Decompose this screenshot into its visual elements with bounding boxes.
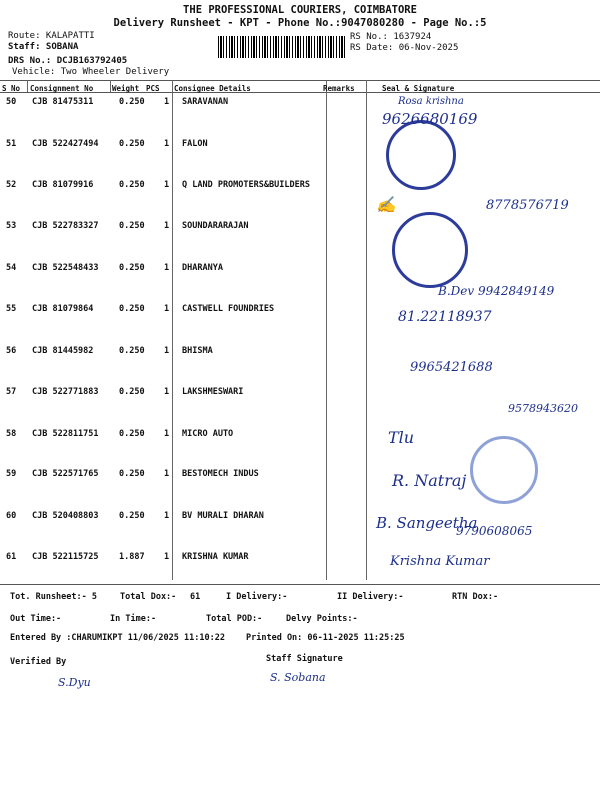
- rs-number: RS No.: 1637924: [350, 32, 432, 42]
- company-seal-stamp: [386, 120, 456, 190]
- row-consignment: CJB 81445982: [32, 346, 94, 356]
- row-consignee: LAKSHMESWARI: [182, 387, 244, 397]
- row-consignee: FALON: [182, 139, 208, 149]
- col-header-remarks: Remarks: [323, 84, 355, 93]
- row-consignment: CJB 522115725: [32, 552, 99, 562]
- row-consignee: BV MURALI DHARAN: [182, 511, 264, 521]
- row-weight: 0.250: [119, 346, 145, 356]
- row-pcs: 1: [164, 139, 170, 149]
- table-bottom-border: [0, 584, 600, 585]
- phone-handwriting: 8778576719: [486, 198, 569, 213]
- row-pcs: 1: [164, 263, 170, 273]
- col-header-consignment: Consignment No: [30, 84, 94, 93]
- signature-handwriting: Tlu: [388, 428, 415, 447]
- row-consignment: CJB 81079864: [32, 304, 94, 314]
- row-sno: 54: [6, 263, 17, 273]
- row-sno: 58: [6, 429, 17, 439]
- row-consignment: CJB 522811751: [32, 429, 99, 439]
- row-weight: 0.250: [119, 180, 145, 190]
- row-consignment: CJB 522771883: [32, 387, 99, 397]
- printed-on: Printed On: 06-11-2025 11:25:25: [246, 633, 405, 643]
- row-consignee: BHISMA: [182, 346, 213, 356]
- row-consignee: SARAVANAN: [182, 97, 229, 107]
- total-pod: Total POD:-: [206, 614, 263, 624]
- phone-handwriting: 9626680169: [382, 110, 478, 128]
- row-weight: 1.887: [119, 552, 145, 562]
- row-consignee: Q LAND PROMOTERS&BUILDERS: [182, 180, 310, 190]
- row-pcs: 1: [164, 221, 170, 231]
- barcode-image: [218, 36, 346, 58]
- row-consignee: KRISHNA KUMAR: [182, 552, 249, 562]
- runsheet-subtitle: Delivery Runsheet - KPT - Phone No.:9047080280 - Page No.:5: [113, 17, 487, 29]
- col-divider: [326, 80, 327, 580]
- runsheet-title: THE PROFESSIONAL COURIERS, COIMBATORE: [183, 4, 417, 16]
- row-sno: 53: [6, 221, 17, 231]
- row-pcs: 1: [164, 552, 170, 562]
- company-seal-stamp: [470, 436, 538, 504]
- row-pcs: 1: [164, 97, 170, 107]
- row-pcs: 1: [164, 511, 170, 521]
- row-weight: 0.250: [119, 97, 145, 107]
- row-pcs: 1: [164, 429, 170, 439]
- row-consignment: CJB 81079916: [32, 180, 94, 190]
- col-divider: [110, 80, 111, 92]
- col-divider: [27, 80, 28, 92]
- col-divider: [366, 80, 367, 580]
- signature-handwriting: R. Natraj: [392, 471, 467, 490]
- row-consignment: CJB 522548433: [32, 263, 99, 273]
- rs-date: RS Date: 06-Nov-2025: [350, 43, 459, 53]
- row-weight: 0.250: [119, 429, 145, 439]
- row-weight: 0.250: [119, 139, 145, 149]
- staff-signature-label: Staff Signature: [266, 654, 343, 664]
- drs-number: DRS No.: DCJB163792405: [8, 56, 128, 66]
- row-consignee: SOUNDARARAJAN: [182, 221, 249, 231]
- phone-handwriting: 9578943620: [508, 402, 578, 415]
- out-time: Out Time:-: [10, 614, 62, 624]
- tot-runsheet: Tot. Runsheet:- 5: [10, 592, 97, 602]
- staff-signature: S. Sobana: [270, 671, 326, 684]
- row-weight: 0.250: [119, 469, 145, 479]
- vehicle-label: Vehicle: Two Wheeler Delivery: [12, 67, 170, 77]
- row-weight: 0.250: [119, 263, 145, 273]
- row-weight: 0.250: [119, 304, 145, 314]
- signature-handwriting: B.Dev 9942849149: [438, 284, 555, 298]
- row-consignment: CJB 520408803: [32, 511, 99, 521]
- row-sno: 61: [6, 552, 17, 562]
- delvy-points: Delvy Points:-: [286, 614, 358, 624]
- total-dox-label: Total Dox:-: [120, 592, 177, 602]
- row-pcs: 1: [164, 304, 170, 314]
- in-time: In Time:-: [110, 614, 157, 624]
- row-consignment: CJB 522571765: [32, 469, 99, 479]
- row-sno: 51: [6, 139, 17, 149]
- row-weight: 0.250: [119, 511, 145, 521]
- row-sno: 57: [6, 387, 17, 397]
- staff-label: Staff: SOBANA: [8, 42, 79, 52]
- row-consignment: CJB 522783327: [32, 221, 99, 231]
- row-consignee: DHARANYA: [182, 263, 223, 273]
- rtn-dox: RTN Dox:-: [452, 592, 499, 602]
- col-header-consignee: Consignee Details: [174, 84, 251, 93]
- signature-handwriting: ✍: [376, 195, 396, 214]
- ii-delivery: II Delivery:-: [337, 592, 404, 602]
- row-weight: 0.250: [119, 221, 145, 231]
- row-consignee: MICRO AUTO: [182, 429, 234, 439]
- signature-handwriting: Krishna Kumar: [390, 554, 490, 569]
- row-sno: 59: [6, 469, 17, 479]
- route-label: Route: KALAPATTI: [8, 31, 95, 41]
- signature-handwriting: B. Sangeetha: [376, 514, 478, 532]
- row-consignment: CJB 81475311: [32, 97, 94, 107]
- row-pcs: 1: [164, 346, 170, 356]
- col-header-seal: Seal & Signature: [382, 84, 455, 93]
- row-weight: 0.250: [119, 387, 145, 397]
- verified-by-label: Verified By: [10, 657, 67, 667]
- phone-handwriting: 9790608065: [456, 524, 533, 538]
- col-header-sno: S No: [2, 84, 21, 93]
- table-top-border: [0, 80, 600, 81]
- col-header-weight: Weight: [112, 84, 140, 93]
- i-delivery: I Delivery:-: [226, 592, 288, 602]
- col-header-pcs: PCS: [146, 84, 160, 93]
- phone-handwriting: 9965421688: [410, 360, 493, 375]
- row-pcs: 1: [164, 180, 170, 190]
- total-dox-value: 61: [190, 592, 201, 602]
- company-seal-stamp: [392, 212, 468, 288]
- row-sno: 60: [6, 511, 17, 521]
- row-pcs: 1: [164, 469, 170, 479]
- verifier-signature: S.Dyu: [58, 676, 91, 689]
- row-sno: 56: [6, 346, 17, 356]
- signature-handwriting: Rosa krishna: [398, 96, 464, 107]
- row-pcs: 1: [164, 387, 170, 397]
- row-sno: 50: [6, 97, 17, 107]
- entered-by: Entered By :CHARUMIKPT 11/06/2025 11:10:22: [10, 633, 225, 643]
- row-consignee: BESTOMECH INDUS: [182, 469, 259, 479]
- row-sno: 55: [6, 304, 17, 314]
- row-consignee: CASTWELL FOUNDRIES: [182, 304, 275, 314]
- col-divider: [172, 80, 173, 580]
- row-consignment: CJB 522427494: [32, 139, 99, 149]
- phone-handwriting: 81.22118937: [398, 309, 492, 325]
- row-sno: 52: [6, 180, 17, 190]
